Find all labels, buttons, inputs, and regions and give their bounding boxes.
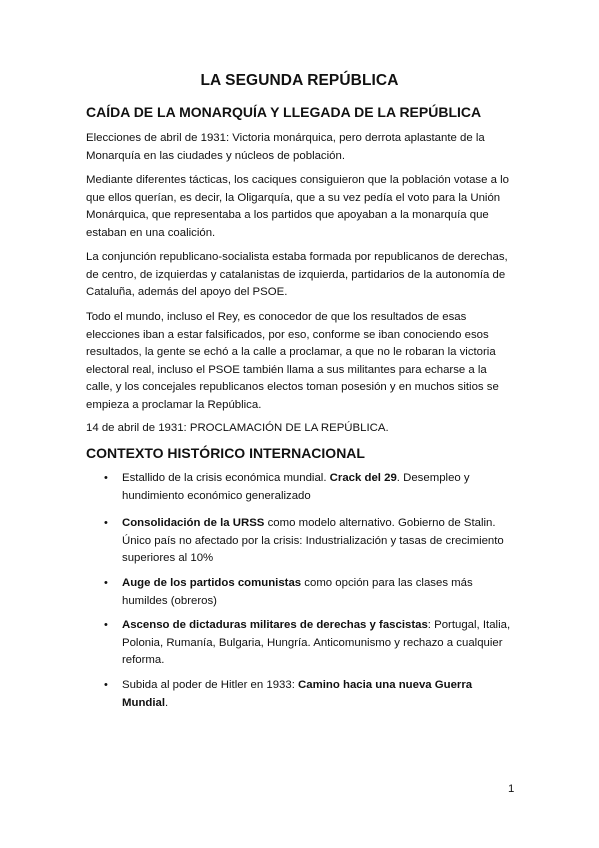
bullet-text: como opción para las clases más humildes (obreros) xyxy=(122,577,473,607)
bullet-icon: • xyxy=(104,619,108,631)
bullet-bold-text: Camino hacia una nueva Guerra Mundial xyxy=(122,679,473,709)
bullet-text: . xyxy=(165,696,169,709)
section-heading-monarchy-fall: CAÍDA DE LA MONARQUÍA Y LLEGADA DE LA REPÚBLICA xyxy=(86,104,482,120)
bullet-text: : Portugal, Italia, Polonia, Rumanía, Bulgaria, Hungría. Anticomunismo y rechazo a cualquier reforma. xyxy=(122,619,511,667)
paragraph-conjuncion: La conjunción republicano-socialista estaba formada por republicanos de derechas, de centro, de izquierdas y catalanistas de izquierda, partidarios de la autonomía de Cataluña, además del apoyo del PSOE. xyxy=(86,251,508,299)
paragraph-falsification: Todo el mundo, incluso el Rey, es conocedor de que los resultados de esas elecciones iban a estar falsificados, por eso, conforme se iban conociendo esos resultados, la gente se echó a la calle a proclamar, a que no le robaran la victoria electoral real, incluso el PSOE también llama a sus militantes para echarse a la calle, y los concejales republicanos electos toman posesión y en muchos sitios se empieza a proclamar la República. xyxy=(86,311,499,411)
bullet-icon: • xyxy=(104,679,108,691)
bullet-text: como modelo alternativo. Gobierno de Stalin. Único país no afectado por la crisis: Industrialización y tasas de crecimiento superiores al 10% xyxy=(122,517,504,565)
page-title: LA SEGUNDA REPÚBLICA xyxy=(200,72,399,89)
bullet-bold-text: Crack del 29 xyxy=(329,472,397,484)
bullet-bold-text: Ascenso de dictaduras militares de derechas y fascistas xyxy=(122,619,428,631)
bullet-text: Estallido de la crisis económica mundial. xyxy=(122,472,330,484)
bullet-icon: • xyxy=(104,472,108,484)
bullet-text: . Desempleo y hundimiento económico generalizado xyxy=(122,472,470,502)
paragraph-elections: Elecciones de abril de 1931: Victoria monárquica, pero derrota aplastante de la Monarquía en las ciudades y núcleos de población. xyxy=(86,132,485,162)
bullet-bold-text: Auge de los partidos comunistas xyxy=(122,577,302,589)
bullet-icon: • xyxy=(104,577,108,589)
page-number: 1 xyxy=(508,783,515,795)
bullet-icon: • xyxy=(104,517,108,529)
paragraph-caciques: Mediante diferentes tácticas, los caciques consiguieron que la población votase a lo que ellos querían, es decir, la Oligarquía, que a su vez pedía el voto para la Unión Monárquica, que representaba a los partidos que apoyaban a la monarquía que estaban en una coalición. xyxy=(86,174,509,239)
paragraph-proclamation: 14 de abril de 1931: PROCLAMACIÓN DE LA REPÚBLICA. xyxy=(86,422,389,434)
bullet-bold-text: Consolidación de la URSS xyxy=(122,517,265,529)
bullet-text: Subida al poder de Hitler en 1933: xyxy=(122,679,299,691)
section-heading-international-context: CONTEXTO HISTÓRICO INTERNACIONAL xyxy=(86,445,365,461)
